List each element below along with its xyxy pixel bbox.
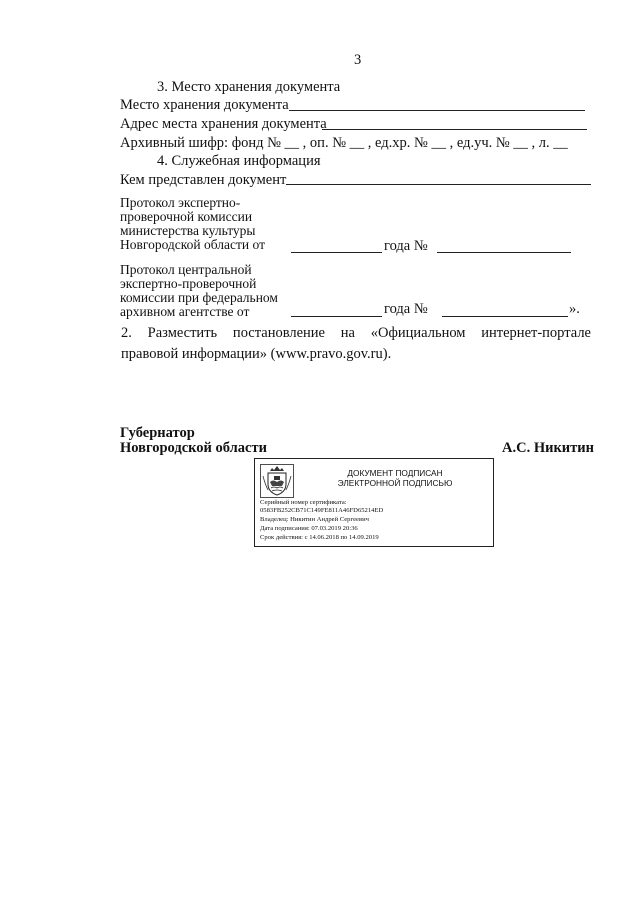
protocol1-line: Новгородской области от — [120, 237, 265, 252]
submitted-by-blank — [286, 184, 591, 185]
protocol2-year-label: года № — [384, 301, 428, 317]
item2-line1: 2. Разместить постановление на «Официальном интернет-портале — [121, 325, 591, 341]
stamp-validity: Срок действия: с 14.06.2018 по 14.09.2019 — [260, 534, 379, 541]
protocol2-line: экспертно-проверочной — [120, 276, 257, 291]
protocol1-line: министерства культуры — [120, 223, 256, 238]
protocol2-line: комиссии при федеральном — [120, 290, 278, 305]
stamp-owner: Владелец: Никитин Андрей Сергеевич — [260, 516, 369, 523]
novgorod-coat-of-arms-icon — [260, 464, 294, 498]
protocol2-line: Протокол центральной — [120, 262, 252, 277]
protocol1-date-blank — [291, 252, 382, 253]
e-signature-stamp — [254, 458, 494, 547]
protocol1-line: проверочной комиссии — [120, 209, 253, 224]
storage-address-blank — [322, 129, 587, 130]
stamp-cert-label: Серийный номер сертификата: — [260, 499, 347, 506]
page-number: 3 — [354, 52, 362, 68]
protocol2-closing-quote: ». — [569, 301, 580, 317]
storage-place-blank — [289, 110, 585, 111]
archive-code: Архивный шифр: фонд № __ , оп. № __ , ед.хр. № __ , ед.уч. № __ , л. __ — [120, 135, 568, 151]
stamp-title-line2: ЭЛЕКТРОННОЙ ПОДПИСЬЮ — [337, 478, 453, 488]
stamp-title — [305, 468, 485, 488]
storage-place-label: Место хранения документа — [120, 97, 289, 113]
protocol2-number-blank — [442, 316, 568, 317]
submitted-by-label: Кем представлен документ — [120, 172, 287, 188]
section4-heading: 4. Служебная информация — [157, 153, 321, 169]
signature-position-line1: Губернатор — [120, 425, 195, 441]
signature-position — [120, 426, 267, 456]
storage-address-label: Адрес места хранения документа — [120, 116, 327, 132]
stamp-signed-date: Дата подписания: 07.03.2019 20:36 — [260, 525, 358, 532]
protocol1-year-label: года № — [384, 238, 428, 254]
protocol1-line: Протокол экспертно- — [120, 195, 241, 210]
protocol1-label — [120, 196, 265, 252]
protocol2-line: архивном агентстве от — [120, 304, 250, 319]
protocol2-date-blank — [291, 316, 382, 317]
signature-position-line2: Новгородской области — [120, 440, 267, 456]
stamp-cert-number: 0583FB252CB71C149FE811A46FD65214ED — [260, 507, 384, 514]
protocol1-number-blank — [437, 252, 571, 253]
section3-heading: 3. Место хранения документа — [157, 79, 341, 95]
protocol2-label — [120, 263, 278, 319]
signature-name: А.С. Никитин — [502, 440, 594, 456]
item2-line2: правовой информации» (www.pravo.gov.ru). — [121, 346, 392, 362]
stamp-title-line1: ДОКУМЕНТ ПОДПИСАН — [347, 468, 443, 478]
